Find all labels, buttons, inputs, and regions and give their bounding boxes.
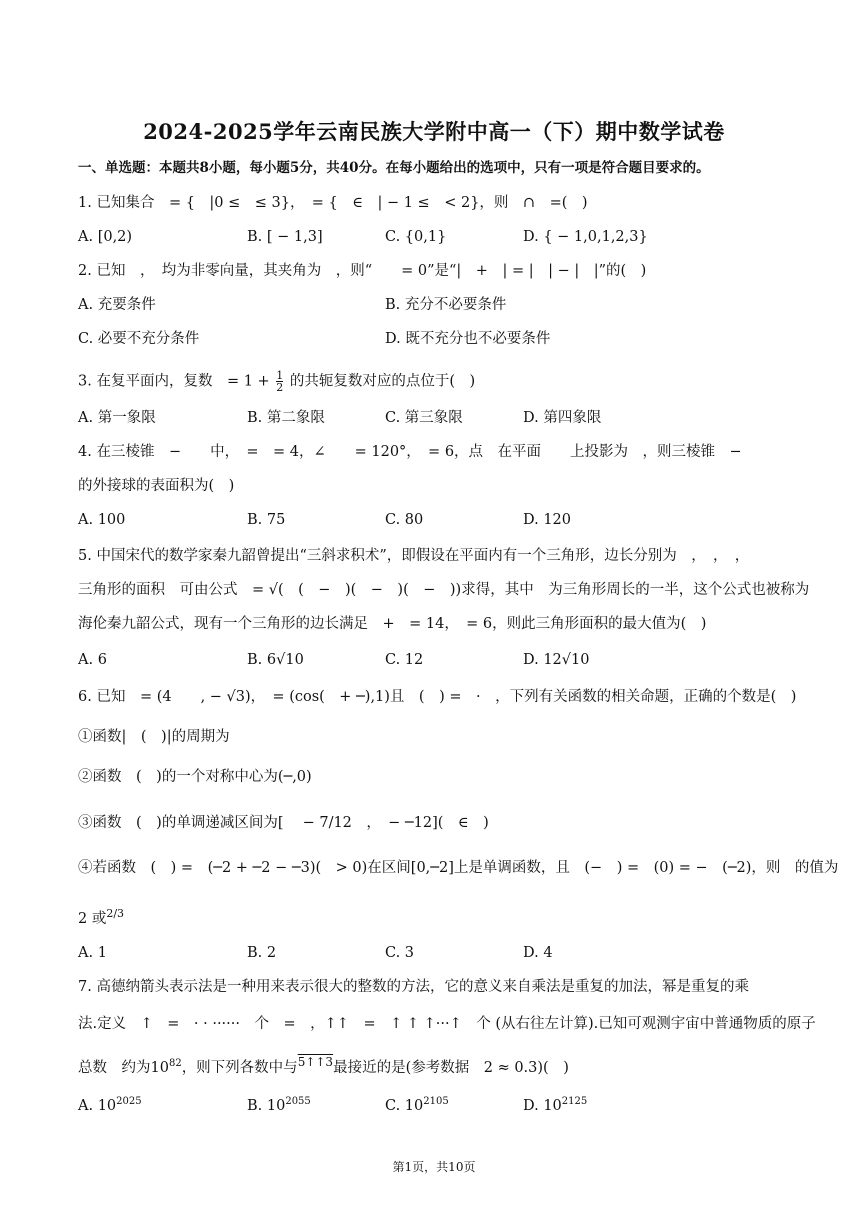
question-7-option-a-base: A. 10 xyxy=(78,1097,117,1114)
question-2-option-b: B. 充分不必要条件 xyxy=(385,297,507,313)
question-7-option-d-exp: 2125 xyxy=(561,1096,588,1107)
question-7-line3-pre: 总数 约为10 xyxy=(78,1059,169,1076)
question-4-stem-line2: 的外接球的表面积为( ) xyxy=(78,478,235,494)
question-6-option-b: B. 2 xyxy=(247,945,277,961)
question-6-p4b-fraction: 2/3 xyxy=(106,907,125,920)
question-4-stem-line1: 4. 在三棱锥 − 中， = = 4，∠ = 120°， = 6，点 在平面 上投影为 ，则三棱锥 − xyxy=(78,444,742,460)
question-6-option-c: C. 3 xyxy=(385,945,415,961)
question-7-stem-line1: 7. 高德纳箭头表示法是一种用来表示很大的整数的方法，它的意义来自乘法是重复的加法，幂是重复的乘 xyxy=(78,979,749,995)
question-3-fraction-denominator: 2 xyxy=(276,381,284,394)
question-2-stem: 2. 已知 ， 均为非零向量，其夹角为 ，则“ = 0”是“| + | = | | − | |”的( ) xyxy=(78,263,647,279)
question-3-stem-post: 的共轭复数对应的点位于( ) xyxy=(285,373,476,390)
question-4-option-c: C. 80 xyxy=(385,512,424,528)
question-7-option-d-base: D. 10 xyxy=(523,1097,562,1114)
question-3-option-b: B. 第二象限 xyxy=(247,410,325,426)
question-1-option-a: A. [0,2) xyxy=(78,229,133,245)
question-7-option-c-exp: 2105 xyxy=(423,1096,449,1107)
question-7-line3-mid: ，则下列各数中与 xyxy=(181,1059,298,1076)
section-heading-single-choice: 一、单选题：本题共8小题，每小题5分，共40分。在每小题给出的选项中，只有一项是符合题目要求的。 xyxy=(78,160,710,176)
question-7-option-c xyxy=(385,1092,449,1116)
question-5-stem-line3: 海伦秦九韶公式，现有一个三角形的边长满足 + = 14， = 6，则此三角形面积的最大值为( ) xyxy=(78,616,707,632)
question-7-option-a xyxy=(78,1092,142,1116)
question-7-stem-line3 xyxy=(78,1052,569,1078)
question-3-option-a: A. 第一象限 xyxy=(78,410,156,426)
question-6-option-d: D. 4 xyxy=(523,945,553,961)
question-7-option-d xyxy=(523,1092,587,1116)
question-6-stem: 6. 已知 = (4 , − √3)， = (cos( + ─),1)且 ( ) = · ，下列有关函数的相关命题，正确的个数是( ) xyxy=(78,689,797,705)
question-7-line3-post: 最接近的是(参考数据 2 ≈ 0.3)( ) xyxy=(333,1059,569,1076)
question-7-option-c-base: C. 10 xyxy=(385,1097,424,1114)
question-7-option-a-exp: 2025 xyxy=(116,1096,142,1107)
question-4-option-b: B. 75 xyxy=(247,512,286,528)
question-7-option-b-exp: 2055 xyxy=(285,1096,311,1107)
question-6-proposition-2: ②函数 ( )的一个对称中心为(─,0) xyxy=(78,769,312,785)
question-3-fraction-numerator: 1 xyxy=(276,369,284,382)
question-3-stem-pre: 3. 在复平面内，复数 = 1 + xyxy=(78,373,275,390)
question-1-option-b: B. [ − 1,3] xyxy=(247,229,323,245)
question-5-option-c: C. 12 xyxy=(385,652,424,668)
question-2-option-c: C. 必要不充分条件 xyxy=(78,331,200,347)
question-5-option-b: B. 6√10 xyxy=(247,652,304,668)
question-6-p4b-text: 2 或 xyxy=(78,910,107,927)
question-6-proposition-3: ③函数 ( )的单调递减区间为[ − 7/12 ， − ─12]( ∈ ) xyxy=(78,815,489,831)
question-3-option-c: C. 第三象限 xyxy=(385,410,463,426)
question-3-option-d: D. 第四象限 xyxy=(523,410,602,426)
question-3-stem xyxy=(78,370,475,393)
question-1-option-c: C. {0,1} xyxy=(385,229,447,245)
page-title: 2024-2025学年云南民族大学附中高一（下）期中数学试卷 xyxy=(143,119,725,144)
question-6-proposition-4: ④若函数 ( ) = (─2 + ─2 − ─3)( > 0)在区间[0,─2]上是单调函数，且 (− ) = (0) = − (─2)，则 的值为 xyxy=(78,860,839,876)
question-7-option-b xyxy=(247,1092,311,1116)
question-5-stem-line2: 三角形的面积 可由公式 = √( ( − )( − )( − ))求得，其中 为三角形周长的一半，这个公式也被称为 xyxy=(78,582,810,598)
question-5-option-d: D. 12√10 xyxy=(523,652,590,668)
question-5-stem-line1: 5. 中国宋代的数学家秦九韶曾提出“三斜求积术”，即假设在平面内有一个三角形，边长分别为 ， ， ， xyxy=(78,548,750,564)
question-7-line3-sup: 82 xyxy=(168,1058,182,1069)
question-4-option-a: A. 100 xyxy=(78,512,126,528)
question-6-proposition-1: ①函数| ( )|的周期为 xyxy=(78,729,230,745)
question-2-option-a: A. 充要条件 xyxy=(78,297,156,313)
question-6-proposition-4-cont xyxy=(78,904,124,929)
question-1-stem: 1. 已知集合 = { |0 ≤ ≤ 3}， = { ∈ | − 1 ≤ < 2}，则 ∩ =( ) xyxy=(78,195,588,211)
question-3-fraction xyxy=(276,370,283,393)
question-6-option-a: A. 1 xyxy=(78,945,107,961)
question-7-option-b-base: B. 10 xyxy=(247,1097,286,1114)
question-7-line3-expr: 5↑↑3 xyxy=(297,1055,334,1069)
page-footer: 第1页，共10页 xyxy=(392,1160,476,1174)
question-4-option-d: D. 120 xyxy=(523,512,572,528)
question-1-option-d: D. { − 1,0,1,2,3} xyxy=(523,229,648,245)
question-7-stem-line2: 法.定义 ↑ = · · ······ 个 = ，↑↑ = ↑ ↑ ↑···↑ 个 (从右往左计算).已知可观测宇宙中普通物质的原子 xyxy=(78,1016,816,1032)
question-2-option-d: D. 既不充分也不必要条件 xyxy=(385,331,551,347)
question-5-option-a: A. 6 xyxy=(78,652,107,668)
